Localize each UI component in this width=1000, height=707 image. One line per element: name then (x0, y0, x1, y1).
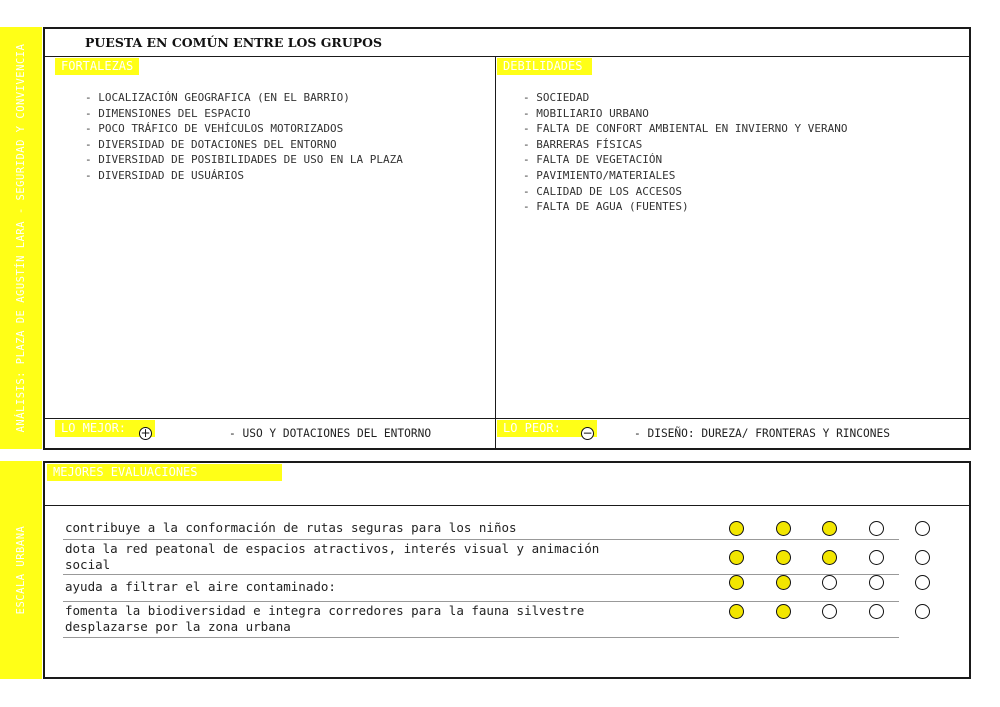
criteria-row (63, 513, 899, 540)
debilidades-item: - SOCIEDAD (523, 91, 590, 104)
debilidades-item: - BARRERAS FÍSICAS (523, 137, 643, 151)
fortalezas-tag: FORTALEZAS (55, 58, 139, 75)
sidebar-analysis (0, 27, 42, 449)
fortalezas-item: - LOCALIZACIÓN GEOGRAFICA (EN EL BARRIO) (85, 91, 350, 104)
rating-dot-filled (729, 575, 744, 590)
rating-dot-filled (729, 521, 744, 536)
plus-icon: + (140, 426, 151, 440)
lo-mejor-text: - USO Y DOTACIONES DEL ENTORNO (229, 427, 432, 440)
rating-dot-filled (729, 550, 744, 565)
fortalezas-item: - DIVERSIDAD DE USUÁRIOS (85, 168, 244, 182)
criteria-text: contribuye a la conformación de rutas seguras para los niños (65, 520, 517, 535)
sidebar-scale-label: ESCALA URBANA (15, 525, 27, 615)
rating-dot-empty (915, 575, 930, 590)
debilidades-item: - FALTA DE CONFORT AMBIENTAL EN INVIERNO Y VERANO (523, 122, 848, 136)
fortalezas-item: - DIVERSIDAD DE POSIBILIDADES DE USO EN LA PLAZA (85, 153, 403, 167)
criteria-text: ayuda a filtrar el aire contaminado: (65, 579, 336, 594)
debilidades-item: - FALTA DE AGUA (FUENTES) (523, 200, 689, 214)
sidebar-analysis-label: ANÁLISIS: PLAZA DE AGUSTÍN LARA - SEGURIDAD Y CONVIVENCIA (15, 43, 27, 433)
rating-dot-empty (915, 550, 930, 565)
swot-panel (43, 27, 971, 450)
debilidades-item: - CALIDAD DE LOS ACCESOS (523, 184, 682, 198)
debilidades-item: - PAVIMIENTO/MATERIALES (523, 168, 676, 182)
rating-dot-filled (776, 521, 791, 536)
debilidades-item: - MOBILIARIO URBANO (523, 106, 649, 120)
criteria-row (63, 601, 899, 638)
evaluations-panel (43, 461, 971, 679)
criteria-row (63, 574, 899, 602)
criteria-text: dota la red peatonal de espacios atractivos, interés visual y animación social (65, 541, 600, 572)
rating-dot-empty (822, 575, 837, 590)
evaluaciones-tag: MEJORES EVALUACIONES (47, 464, 282, 481)
rating-dot-filled (776, 575, 791, 590)
criteria-row (63, 539, 899, 575)
debilidades-tag: DEBILIDADES (497, 58, 592, 75)
lo-mejor-tag: LO MEJOR: (55, 420, 155, 437)
rating-dot-empty (869, 575, 884, 590)
criteria-text: fomenta la biodiversidad e integra corredores para la fauna silvestre desplazarse por la zona urbana (65, 603, 585, 634)
rating-dot-filled (776, 604, 791, 619)
rating-dot-empty (915, 521, 930, 536)
evaluaciones-divider (45, 505, 969, 506)
rating-dot-filled (729, 604, 744, 619)
rating-dot-filled (822, 521, 837, 536)
minus-icon: − (582, 426, 593, 440)
fortalezas-item: - DIMENSIONES DEL ESPACIO (85, 106, 251, 120)
rating-dot-empty (869, 521, 884, 536)
rating-dot-empty (822, 604, 837, 619)
bottom-divider (45, 418, 969, 419)
title-divider (45, 56, 969, 57)
rating-dot-empty (869, 604, 884, 619)
fortalezas-item: - DIVERSIDAD DE DOTACIONES DEL ENTORNO (85, 137, 337, 151)
column-divider (495, 56, 496, 448)
sidebar-scale (0, 461, 42, 679)
lo-peor-text: - DISEÑO: DUREZA/ FRONTERAS Y RINCONES (634, 427, 890, 440)
fortalezas-item: - POCO TRÁFICO DE VEHÍCULOS MOTORIZADOS (85, 122, 344, 136)
rating-dot-empty (869, 550, 884, 565)
debilidades-item: - FALTA DE VEGETACIÓN (523, 153, 663, 167)
rating-dot-filled (776, 550, 791, 565)
page-title: PUESTA EN COMÚN ENTRE LOS GRUPOS (85, 35, 383, 50)
debilidades-list (523, 90, 848, 215)
rating-dot-empty (915, 604, 930, 619)
rating-dot-filled (822, 550, 837, 565)
fortalezas-list (85, 90, 403, 184)
lo-peor-tag: LO PEOR: (497, 420, 597, 437)
